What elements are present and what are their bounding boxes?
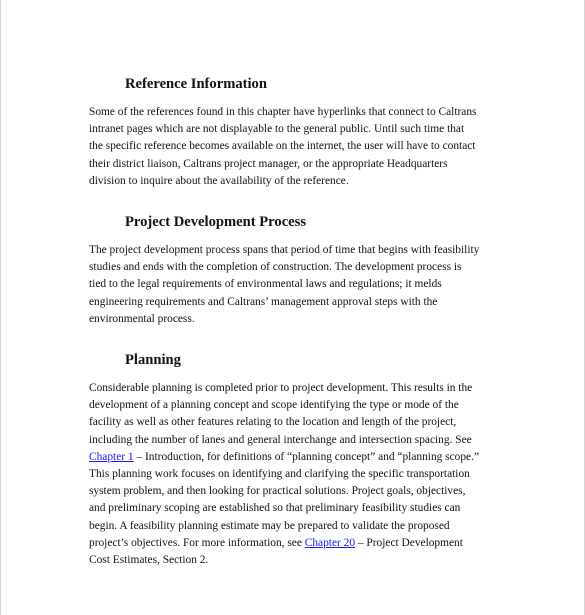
text-line: Some of the references found in this chapter have hyperlinks that connect to Caltrans: [89, 106, 477, 118]
text-line: This planning work focuses on identifying and clarifying the specific transportation: [89, 468, 470, 481]
text-line: system problem, and then looking for practical solutions. Project goals, objectives,: [89, 485, 466, 498]
paragraph-planning: [89, 380, 509, 569]
text-fragment: – Project Development: [355, 536, 463, 549]
text-line: studies and ends with the completion of construction. The development process is: [89, 261, 462, 274]
text-line: including the number of lanes and general interchange and intersection spacing. See: [89, 433, 472, 446]
heading-planning: Planning: [125, 352, 181, 369]
text-line: tied to the legal requirements of environmental laws and regulations; it melds: [89, 278, 442, 291]
text-line: The project development process spans that period of time that begins with feasibility: [89, 244, 480, 257]
text-line: Considerable planning is completed prior to project development. This results in the: [89, 382, 473, 395]
text-fragment: – Introduction, for definitions of “planning concept” and “planning scope.”: [133, 450, 480, 463]
text-line: intranet pages which are not displayable to the general public. Until such time that: [89, 123, 465, 136]
text-line: division to inquire about the availability of the reference.: [89, 174, 349, 187]
paragraph-project-development-process: [89, 242, 509, 328]
document-content: [89, 74, 509, 591]
text-line: the specific reference becomes available on the internet, the user will have to contact: [89, 140, 476, 153]
heading-reference-information: Reference Information: [125, 76, 267, 92]
text-line: engineering requirements and Caltrans’ management approval steps with the: [89, 295, 438, 308]
text-line: facility as well as other features relating to the location and length of the project,: [89, 416, 457, 429]
text-line: environmental process.: [89, 312, 195, 325]
text-line-with-link: [89, 449, 509, 466]
text-fragment: project’s objectives. For more information, see: [89, 536, 305, 549]
paragraph-reference-information: [89, 104, 509, 190]
text-line: and preliminary scoping are established so that preliminary feasibility studies can: [89, 502, 461, 515]
chapter-1-link[interactable]: Chapter 1: [89, 450, 134, 463]
text-line-with-link: [89, 535, 509, 552]
heading-project-development-process: Project Development Process: [125, 214, 307, 231]
text-line: their district liaison, Caltrans project manager, or the appropriate Headquarters: [89, 157, 448, 170]
text-line: Cost Estimates, Section 2.: [89, 554, 209, 567]
text-line: begin. A feasibility planning estimate may be prepared to validate the proposed: [89, 519, 450, 532]
text-line: development of a planning concept and scope identifying the type or mode of the: [89, 399, 459, 412]
chapter-20-link[interactable]: Chapter 20: [304, 536, 356, 549]
